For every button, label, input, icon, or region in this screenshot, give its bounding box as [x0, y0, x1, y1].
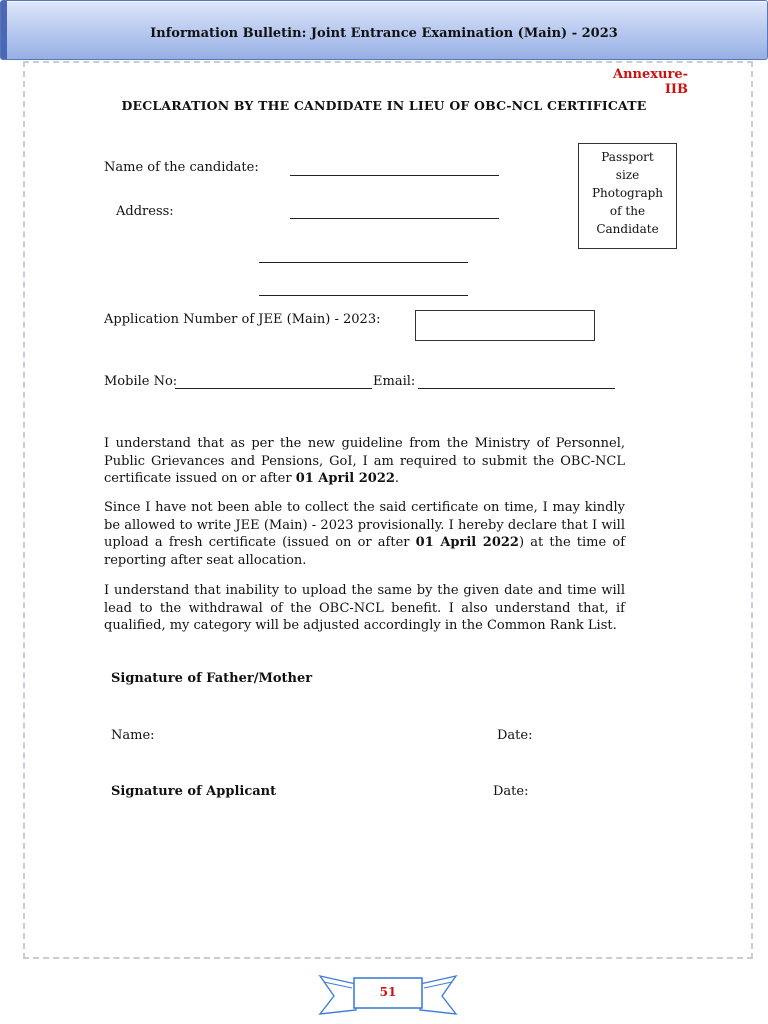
photo-box-line: Candidate — [596, 222, 659, 236]
mobile-field[interactable] — [175, 388, 372, 389]
parent-date-label: Date: — [497, 728, 533, 743]
photo-box-line: Photograph — [591, 186, 664, 200]
candidate-name-label: Name of the candidate: — [104, 160, 259, 175]
photo-box-line: of the — [609, 204, 646, 218]
parent-name-label: Name: — [111, 728, 155, 743]
applicant-signature-label: Signature of Applicant — [111, 784, 277, 799]
declaration-paragraph-2: Since I have not been able to collect the said certificate on time, I may kindly be allowed to write JEE (Main) - 2023 provisionally. I hereby declare that I will upload a fresh certificate (issued on or after 01 April 2022) at the time of reporting after seat allocation. — [104, 500, 625, 568]
document-title: DECLARATION BY THE CANDIDATE IN LIEU OF OBC-NCL CERTIFICATE — [121, 98, 647, 113]
email-field[interactable] — [418, 388, 615, 389]
declaration-paragraph-1: I understand that as per the new guideline from the Ministry of Personnel, Public Grievances and Pensions, GoI, I am required to submit the OBC-NCL certificate issued on or after 01 April 2022. — [104, 436, 625, 486]
annexure-label: Annexure- IIB — [613, 67, 688, 97]
parent-signature-label: Signature of Father/Mother — [111, 671, 313, 686]
address-field-line-2[interactable] — [259, 262, 468, 263]
applicant-date-label: Date: — [493, 784, 529, 799]
photo-box-line: Passport — [601, 150, 654, 164]
header-title: Information Bulletin: Joint Entrance Examination (Main) - 2023 — [150, 26, 618, 41]
application-number-box[interactable] — [415, 310, 595, 341]
address-label: Address: — [116, 204, 174, 219]
photo-box-line: size — [615, 168, 640, 182]
page-number: 51 — [379, 985, 397, 999]
address-field-line-1[interactable] — [290, 218, 499, 219]
mobile-label: Mobile No: — [104, 374, 178, 389]
passport-photo-box — [578, 143, 677, 249]
address-field-line-3[interactable] — [259, 295, 468, 296]
candidate-name-field[interactable] — [290, 175, 499, 176]
declaration-paragraph-3: I understand that inability to upload the same by the given date and time will lead to the withdrawal of the OBC-NCL benefit. I also understand that, if qualified, my category will be adjusted accordingly in the Common Rank List. — [104, 583, 625, 633]
email-label: Email: — [373, 374, 416, 389]
application-number-label: Application Number of JEE (Main) - 2023: — [104, 312, 381, 327]
